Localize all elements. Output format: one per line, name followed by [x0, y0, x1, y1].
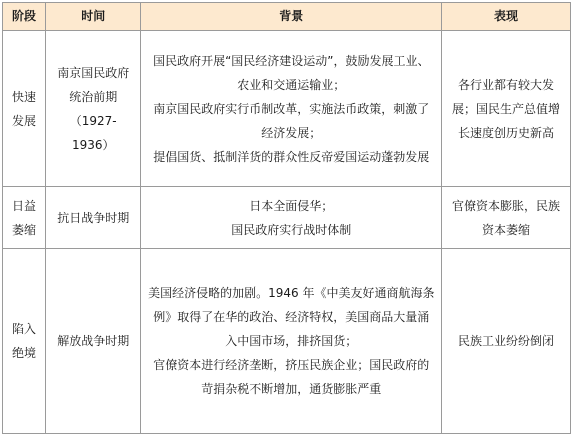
- table-row: [3, 249, 571, 434]
- stage-text: 快速: [11, 89, 36, 104]
- background-cell: [141, 249, 442, 434]
- period-cell: [45, 249, 141, 434]
- performance-line: 官僚资本膨胀，民族: [452, 198, 561, 213]
- stage-cell: [3, 31, 46, 187]
- header-performance: 表现: [442, 3, 571, 31]
- stage-text: 绝境: [11, 346, 36, 360]
- background-line: 南京国民政府实行币制改革，实施法币政策，刺激了: [153, 101, 430, 116]
- background-line: 例》取得了在华的政治、经济特权，美国商品大量涌: [153, 310, 430, 324]
- background-line: 农业和交通运输业；: [237, 77, 346, 92]
- header-row: [3, 3, 571, 31]
- stage-text: 陷入: [11, 322, 36, 336]
- performance-line: 民族工业纷纷倒闭: [458, 334, 555, 348]
- period-cell: [45, 187, 141, 249]
- background-line: 国民政府实行战时体制: [231, 222, 352, 237]
- background-line: 苛捐杂税不断增加，通货膨胀严重: [201, 382, 382, 396]
- stage-text: 萎缩: [11, 222, 36, 237]
- background-cell: [141, 187, 442, 249]
- background-line: 官僚资本进行经济垄断，挤压民族企业；国民政府的: [153, 358, 430, 372]
- header-background: 背景: [141, 3, 442, 31]
- stage-text: 发展: [11, 113, 36, 128]
- background-line: 提倡国货、抵制洋货的群众性反帝爱国运动蓬勃发展: [153, 149, 430, 164]
- stage-cell: [3, 187, 46, 249]
- background-line: 日本全面侵华；: [249, 198, 334, 213]
- period-text: 南京国民政府: [57, 65, 130, 80]
- header-period: 时间: [45, 3, 141, 31]
- stage-text: 日益: [11, 198, 36, 213]
- performance-line: 资本萎缩: [482, 222, 531, 237]
- period-text: 抗日战争时期: [57, 210, 130, 225]
- period-cell: [45, 31, 141, 187]
- background-line: 国民政府开展“国民经济建设运动”，鼓励发展工业、: [153, 53, 430, 68]
- performance-line: 各行业都有较大发: [458, 77, 555, 92]
- background-line: 入中国市场，排挤国货；: [225, 334, 358, 348]
- background-line: 美国经济侵略的加剧。1946 年《中美友好通商航海条: [148, 286, 435, 300]
- performance-line: 展；国民生产总值增: [452, 101, 561, 116]
- header-stage: 阶段: [3, 3, 46, 31]
- period-text: 统治前期: [69, 89, 118, 104]
- stage-cell: [3, 249, 46, 434]
- performance-cell: [442, 31, 571, 187]
- background-line: 经济发展；: [261, 125, 322, 140]
- period-text: （1927-1936）: [69, 113, 117, 152]
- background-cell: [141, 31, 442, 187]
- table-row: [3, 31, 571, 187]
- table-row: [3, 187, 571, 249]
- performance-cell: [442, 249, 571, 434]
- history-table: [2, 2, 571, 434]
- period-text: 解放战争时期: [57, 334, 130, 348]
- performance-cell: [442, 187, 571, 249]
- performance-line: 长速度创历史新高: [458, 125, 555, 140]
